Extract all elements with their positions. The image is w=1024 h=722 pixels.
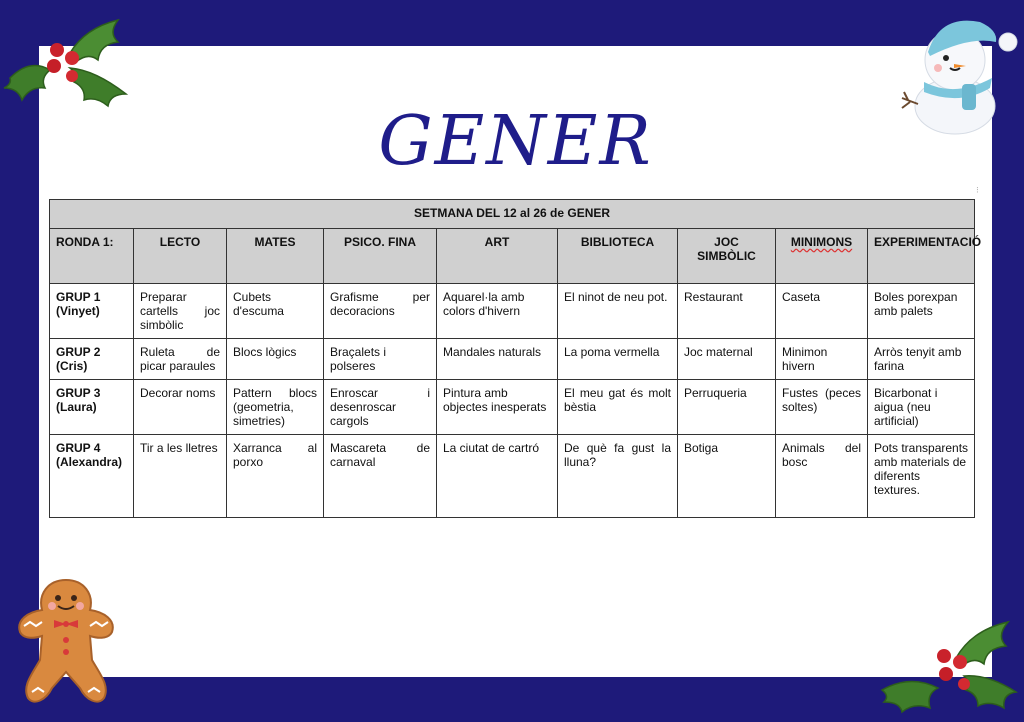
table-cell: Boles porexpan amb palets: [868, 284, 975, 339]
table-cell: Blocs lògics: [227, 339, 324, 380]
column-header: ART: [437, 229, 558, 284]
table-cell: Enroscar i desenroscar cargols: [324, 380, 437, 435]
schedule-table: [49, 199, 982, 518]
group-cell: GRUP 1 (Vinyet): [50, 284, 134, 339]
group-cell: GRUP 2 (Cris): [50, 339, 134, 380]
table-cell: Preparar cartells joc simbòlic: [134, 284, 227, 339]
table-cell: Arròs tenyit amb farina: [868, 339, 975, 380]
holly-icon: [0, 8, 132, 108]
table-week-header-row: [50, 200, 975, 229]
table-cell: Aquarel·la amb colors d'hivern: [437, 284, 558, 339]
table-cell: Fustes (peces soltes): [776, 380, 868, 435]
table-cell: Tir a les lletres: [134, 435, 227, 518]
holly-icon: [880, 614, 1020, 714]
table-cell: Cubets d'escuma: [227, 284, 324, 339]
column-header: RONDA 1:: [50, 229, 134, 284]
column-header: EXPERIMENTACIÓ: [868, 229, 975, 284]
table-cell: Animals del bosc: [776, 435, 868, 518]
table-cell: Joc maternal: [678, 339, 776, 380]
table-cell: Bicarbonat i aigua (neu artificial): [868, 380, 975, 435]
gingerbread-man-icon: [14, 576, 118, 710]
table-cell: Mandales naturals: [437, 339, 558, 380]
table-cell: El meu gat és molt bèstia: [558, 380, 678, 435]
table-cell: Pintura amb objectes inesperats: [437, 380, 558, 435]
table-cell: Pots transparents amb materials de diferents textures.: [868, 435, 975, 518]
page-title: GENER: [378, 102, 653, 181]
table-cell: Decorar noms: [134, 380, 227, 435]
table-row: [50, 435, 975, 518]
group-cell: GRUP 3 (Laura): [50, 380, 134, 435]
table-cell: Restaurant: [678, 284, 776, 339]
column-header: MATES: [227, 229, 324, 284]
column-header: JOC SIMBÒLIC: [678, 229, 776, 284]
column-header: LECTO: [134, 229, 227, 284]
group-cell: GRUP 4 (Alexandra): [50, 435, 134, 518]
column-header-label: MINIMONS: [790, 235, 853, 249]
table-row: [50, 380, 975, 435]
column-header-row: [50, 229, 975, 284]
table-resize-handle[interactable]: ⁝: [976, 186, 979, 196]
table-row: [50, 339, 975, 380]
column-header: [776, 229, 868, 284]
table-cell: Botiga: [678, 435, 776, 518]
table-cell: Grafisme per decoracions: [324, 284, 437, 339]
table-cell: Pattern blocs (geometria, simetries): [227, 380, 324, 435]
column-header: BIBLIOTECA: [558, 229, 678, 284]
table-cell: Perruqueria: [678, 380, 776, 435]
table-cell: Ruleta de picar paraules: [134, 339, 227, 380]
table-cell: Caseta: [776, 284, 868, 339]
table-cell: Minimon hivern: [776, 339, 868, 380]
column-header: PSICO. FINA: [324, 229, 437, 284]
snowman-icon: [900, 8, 1020, 136]
table-cell: Mascareta de carnaval: [324, 435, 437, 518]
table-row: [50, 284, 975, 339]
table-cell: La poma vermella: [558, 339, 678, 380]
table-cell: La ciutat de cartró: [437, 435, 558, 518]
table-cell: Xarranca al porxo: [227, 435, 324, 518]
table-cell: Braçalets i polseres: [324, 339, 437, 380]
week-header: SETMANA DEL 12 al 26 de GENER: [50, 200, 975, 229]
table-cell: El ninot de neu pot.: [558, 284, 678, 339]
table-cell: De què fa gust la lluna?: [558, 435, 678, 518]
